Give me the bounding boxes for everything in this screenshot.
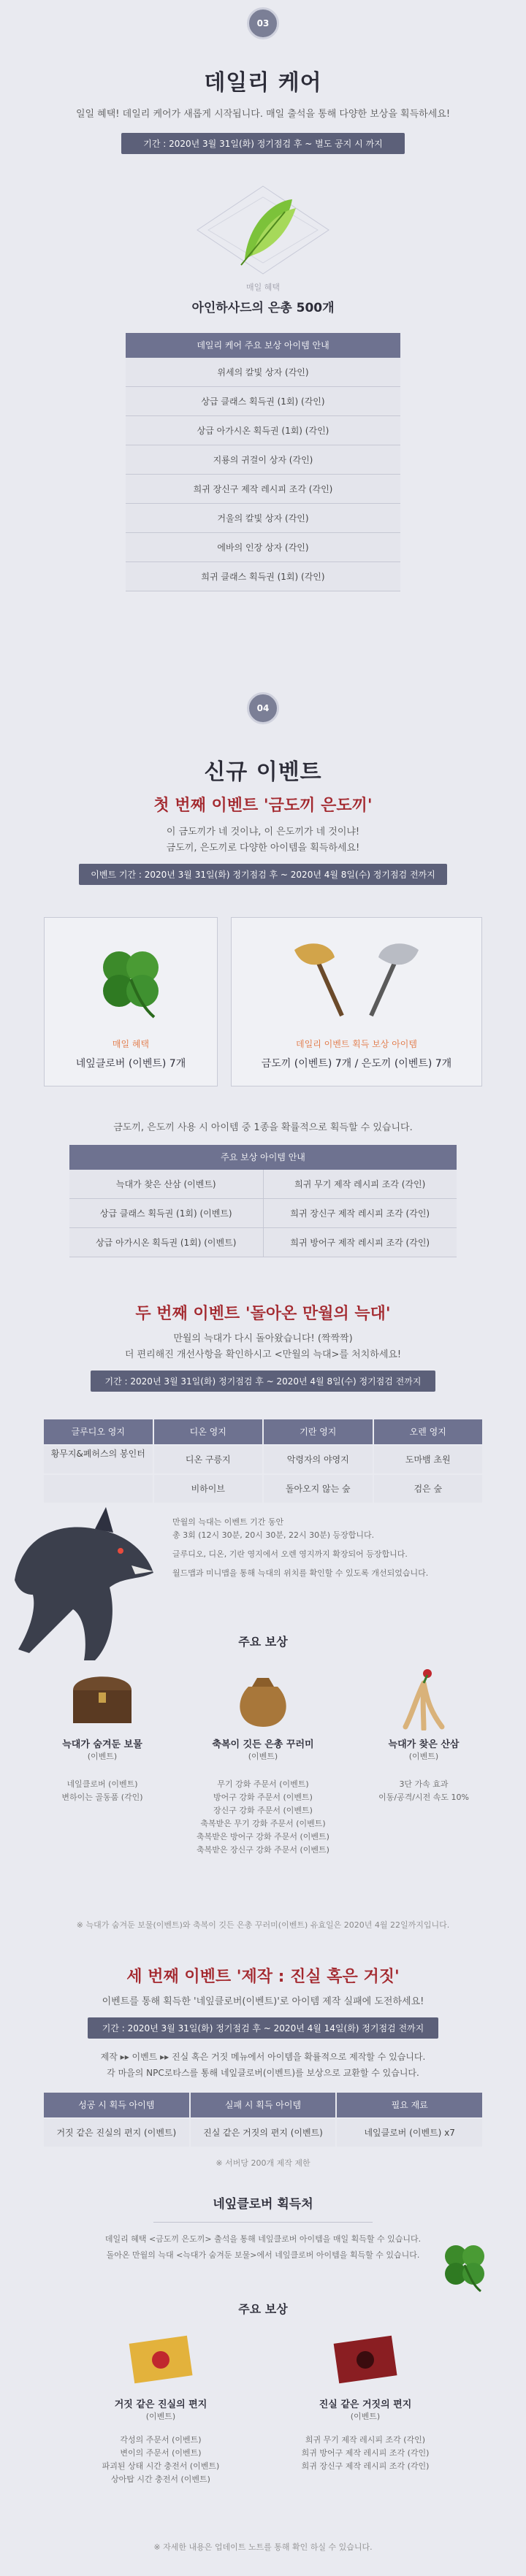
reward-detail: 이동/공격/시전 속도 10%	[378, 1793, 469, 1802]
table-row: 거울의 칼빛 상자 (각인)	[126, 504, 400, 533]
table-header: 실패 시 획득 아이템	[191, 2093, 336, 2117]
ginseng-icon	[387, 1665, 460, 1730]
reward-detail: 희귀 방어구 제작 레시피 조각 (각인)	[301, 2448, 430, 2458]
treasure-chest-icon	[66, 1665, 139, 1730]
gold-letter-icon	[121, 2325, 201, 2391]
territory-grid	[0, 1419, 526, 1503]
reward-detail: 장신구 강화 주문서 (이벤트)	[213, 1806, 313, 1815]
clover-icon	[435, 2236, 494, 2294]
reward-heading: 주요 보상	[238, 2302, 288, 2316]
reward-item	[91, 2325, 230, 2486]
event-desc: 금도끼, 은도끼로 다양한 아이템을 획득하세요!	[166, 843, 360, 854]
table-cell: 늑대가 찾은 산삼 (이벤트)	[69, 1170, 264, 1199]
reward-sub: (이벤트)	[145, 2412, 176, 2421]
section-title: 데일리 케어	[204, 70, 322, 96]
reward-sub: (이벤트)	[87, 1752, 118, 1761]
reward-detail: 상아탑 시간 충전서 (이벤트)	[111, 2475, 210, 2484]
event-title: 두 번째 이벤트 '돌아온 만월의 늑대'	[135, 1305, 391, 1323]
reward-detail: 축복받은 무기 강화 주문서 (이벤트)	[200, 1819, 326, 1828]
table-row: 에바의 인장 상자 (각인)	[126, 533, 400, 562]
reward-detail: 변하이는 골동품 (각인)	[61, 1793, 143, 1802]
reward-detail: 각성의 주문서 (이벤트)	[120, 2435, 202, 2445]
section-desc: 일일 혜택! 데일리 케어가 새롭게 시작됩니다. 매일 출석을 통해 다양한 보상을 획득하세요!	[75, 109, 451, 120]
grid-cell: 비하이브	[154, 1475, 263, 1503]
pouch-icon	[226, 1665, 300, 1730]
event-desc: 이 금도끼가 네 것이냐, 이 은도끼가 네 것이냐!	[166, 827, 360, 837]
reward-detail: 3단 가속 효과	[399, 1779, 449, 1789]
note-line: 글루디오, 디온, 기란 영지에서 오렌 영지까지 확장되어 등장합니다.	[172, 1549, 408, 1559]
reward-name: 아인하사드의 은총 500개	[191, 301, 335, 315]
daily-reward-table	[126, 333, 400, 591]
new-event-header	[0, 692, 526, 786]
reward-detail: 축복받은 장신구 강화 주문서 (이벤트)	[197, 1845, 329, 1855]
grid-header: 글루디오 영지	[44, 1419, 153, 1444]
reward-detail: 무기 강화 주문서 (이벤트)	[217, 1779, 309, 1789]
event-desc: 더 편리해진 개선사항을 확인하시고 <만월의 늑대>를 처치하세요!	[124, 1349, 402, 1360]
table-cell: 희귀 장신구 제작 레시피 조각 (각인)	[264, 1199, 457, 1228]
reward-detail: 변이의 주문서 (이벤트)	[120, 2448, 202, 2458]
event1-table	[0, 1145, 526, 1257]
reward-heading: 주요 보상	[238, 1635, 288, 1649]
table-header: 필요 재료	[337, 2093, 482, 2117]
axe-icon	[269, 935, 444, 1023]
card-tag: 매일 혜택	[112, 1039, 150, 1049]
daily-reward-visual	[0, 179, 526, 281]
wolf-notes	[172, 1516, 494, 1580]
reward-item	[296, 2325, 435, 2486]
note-line: 월드맵과 미니맵을 통해 늑대의 위치를 확인할 수 있도록 개선되었습니다.	[172, 1568, 429, 1578]
event2-rewards	[0, 1665, 526, 1857]
red-letter-icon	[325, 2325, 405, 2391]
reward-detail: 방어구 강화 주문서 (이벤트)	[213, 1793, 313, 1802]
event-title: 세 번째 이벤트 '제작 : 진실 혹은 거짓'	[126, 1968, 400, 1986]
event1-section	[0, 793, 526, 885]
table-cell: 희귀 무기 제작 레시피 조각 (각인)	[264, 1170, 457, 1199]
reward-item	[362, 1665, 486, 1857]
clover-icon	[87, 935, 175, 1023]
clover-desc: 데일리 혜택 <금도끼 은도끼> 출석을 통해 네잎클로버 아이템을 매일 획득할 수 있습니다.	[104, 2234, 422, 2244]
footnote: ※ 늑대가 숨겨둔 보물(이벤트)와 축복이 깃든 은총 꾸러미(이벤트) 유효일은 2020년 4월 22일까지입니다.	[76, 1920, 450, 1930]
grid-cell: 돌아오지 않는 숲	[264, 1475, 373, 1503]
event3-footnote-wrap	[0, 2541, 526, 2553]
card-name: 네잎클로버 (이벤트) 7개	[75, 1058, 186, 1070]
event-info: 제작 ▸▸ 이벤트 ▸▸ 진실 혹은 거짓 메뉴에서 아이템을 확률적으로 제작할 수 있습니다.	[100, 2052, 426, 2062]
footnote: ※ 자세한 내용은 업데이트 노트를 통해 확인 하실 수 있습니다.	[153, 2542, 373, 2552]
period-banner: 기간 : 2020년 3월 31일(화) 정기점검 후 ~ 2020년 4월 14일(화) 정기점검 전까지	[88, 2017, 439, 2039]
table-row	[69, 1199, 457, 1228]
reward-heading-wrap	[0, 1633, 526, 1649]
card-tag: 데일리 이벤트 획득 보상 아이템	[296, 1039, 417, 1049]
section-title: 신규 이벤트	[204, 759, 322, 785]
reward-detail: 파괴된 상태 시간 충전서 (이벤트)	[102, 2461, 220, 2471]
grid-header: 기란 영지	[264, 1419, 373, 1444]
grid-header: 오렌 영지	[374, 1419, 483, 1444]
event-info: 금도끼, 은도끼 사용 시 아이템 중 1종을 확률적으로 획득할 수 있습니다.	[113, 1122, 413, 1133]
event2-section	[0, 1301, 526, 1392]
reward-heading-wrap	[0, 2300, 526, 2317]
period-banner: 기간 : 2020년 3월 31일(화) 정기점검 후 ~ 2020년 4월 8일(수) 정기점검 전까지	[91, 1371, 436, 1392]
reward-name: 진실 같은 거짓의 편지	[319, 2399, 412, 2410]
reward-name: 늑대가 찾은 산삼	[388, 1739, 460, 1750]
reward-name: 거짓 같은 진실의 편지	[114, 2399, 207, 2410]
grid-cell: 도마뱀 초원	[374, 1446, 483, 1473]
reward-detail: 희귀 장신구 제작 레시피 조각 (각인)	[301, 2461, 430, 2471]
table-row: 상급 아가시온 획득권 (1회) (각인)	[126, 416, 400, 445]
divider	[153, 2222, 373, 2223]
note-line: 만월의 늑대는 이벤트 기간 동안	[172, 1517, 284, 1527]
crafting-table	[0, 2093, 526, 2169]
event-desc: 이벤트를 통해 획득한 '네잎클로버(이벤트)'로 아이템 제작 실패에 도전하세요!	[102, 1996, 424, 2007]
grid-header: 디온 영지	[154, 1419, 263, 1444]
reward-detail: 네잎클로버 (이벤트)	[66, 1779, 138, 1789]
table-row	[69, 1228, 457, 1257]
reward-detail: 희귀 무기 제작 레시피 조각 (각인)	[305, 2435, 426, 2445]
event-desc: 만월의 늑대가 다시 돌아왔습니다! (짝짝짝)	[173, 1333, 353, 1344]
reward-sub: (이벤트)	[408, 1752, 439, 1761]
table-cell: 희귀 방어구 제작 레시피 조각 (각인)	[264, 1228, 457, 1257]
table-row: 상급 클래스 획득권 (1회) (각인)	[126, 387, 400, 416]
table-row: 희귀 장신구 제작 레시피 조각 (각인)	[126, 475, 400, 504]
event3-section	[0, 1964, 526, 2081]
table-row: 위세의 칼빛 상자 (각인)	[126, 358, 400, 387]
table-row: 지룡의 귀걸이 상자 (각인)	[126, 445, 400, 475]
grid-cell: 검은 숲	[374, 1475, 483, 1503]
reward-item	[194, 1665, 332, 1857]
card-name: 금도끼 (이벤트) 7개 / 은도끼 (이벤트) 7개	[261, 1058, 452, 1070]
note-line: 총 3회 (12시 30분, 20시 30분, 22시 30분) 등장합니다.	[172, 1530, 375, 1540]
reward-name: 늑대가 숨겨둔 보물	[62, 1739, 142, 1750]
grid-cell: 디온 구릉지	[154, 1446, 263, 1473]
table-cell: 거짓 같은 진실의 편지 (이벤트)	[44, 2119, 189, 2147]
reward-item	[40, 1665, 164, 1857]
reward-sub: (이벤트)	[350, 2412, 381, 2421]
reward-detail: 축복받은 방어구 강화 주문서 (이벤트)	[197, 1832, 329, 1841]
limit-note: ※ 서버당 200개 제작 제한	[216, 2158, 310, 2168]
table-header: 성공 시 획득 아이템	[44, 2093, 189, 2117]
event-info: 각 마을의 NPC로타스를 통해 네잎클로버(이벤트)를 보상으로 교환할 수 있습니다.	[107, 2068, 419, 2078]
table-cell: 네잎클로버 (이벤트) x7	[337, 2119, 482, 2147]
section-badge: 04	[247, 692, 279, 724]
feather-icon	[146, 179, 380, 281]
event-title: 첫 번째 이벤트 '금도끼 은도끼'	[153, 797, 373, 815]
table-cell: 상급 아가시온 획득권 (1회) (이벤트)	[69, 1228, 264, 1257]
period-banner: 기간 : 2020년 3월 31일(화) 정기점검 후 ~ 별도 공지 시 까지	[121, 133, 405, 154]
clover-desc: 돌아온 만월의 늑대 <늑대가 숨겨둔 보물>에서 네잎클로버 아이템을 획득할 수 있습니다.	[106, 2250, 420, 2260]
table-cell: 진실 같은 거짓의 편지 (이벤트)	[191, 2119, 336, 2147]
table-header: 주요 보상 아이템 안내	[69, 1145, 457, 1170]
clover-heading: 네잎클로버 획득처	[213, 2197, 313, 2212]
reward-tag: 매일 혜택	[245, 283, 280, 292]
section-badge: 03	[247, 7, 279, 39]
grid-cell: 악령자의 야영지	[264, 1446, 373, 1473]
reward-sub: (이벤트)	[248, 1752, 278, 1761]
table-cell: 상급 클래스 획득권 (1회) (이벤트)	[69, 1199, 264, 1228]
table-row	[69, 1170, 457, 1199]
event1-info	[0, 1120, 526, 1136]
event3-rewards	[0, 2325, 526, 2486]
table-row: 희귀 클래스 획득권 (1회) (각인)	[126, 562, 400, 591]
daily-care-section	[0, 7, 526, 591]
reward-card-axes	[231, 917, 482, 1086]
event2-footnote-wrap	[0, 1919, 526, 1931]
table-header: 데일리 케어 주요 보상 아이템 안내	[126, 333, 400, 358]
reward-name: 축복이 깃든 은총 꾸러미	[212, 1739, 314, 1750]
grid-cell: 황무지&폐허스의 봉인터	[44, 1446, 153, 1473]
reward-card-clover	[44, 917, 218, 1086]
period-banner: 이벤트 기간 : 2020년 3월 31일(화) 정기점검 후 ~ 2020년 4월 8일(수) 정기점검 전까지	[79, 864, 446, 885]
